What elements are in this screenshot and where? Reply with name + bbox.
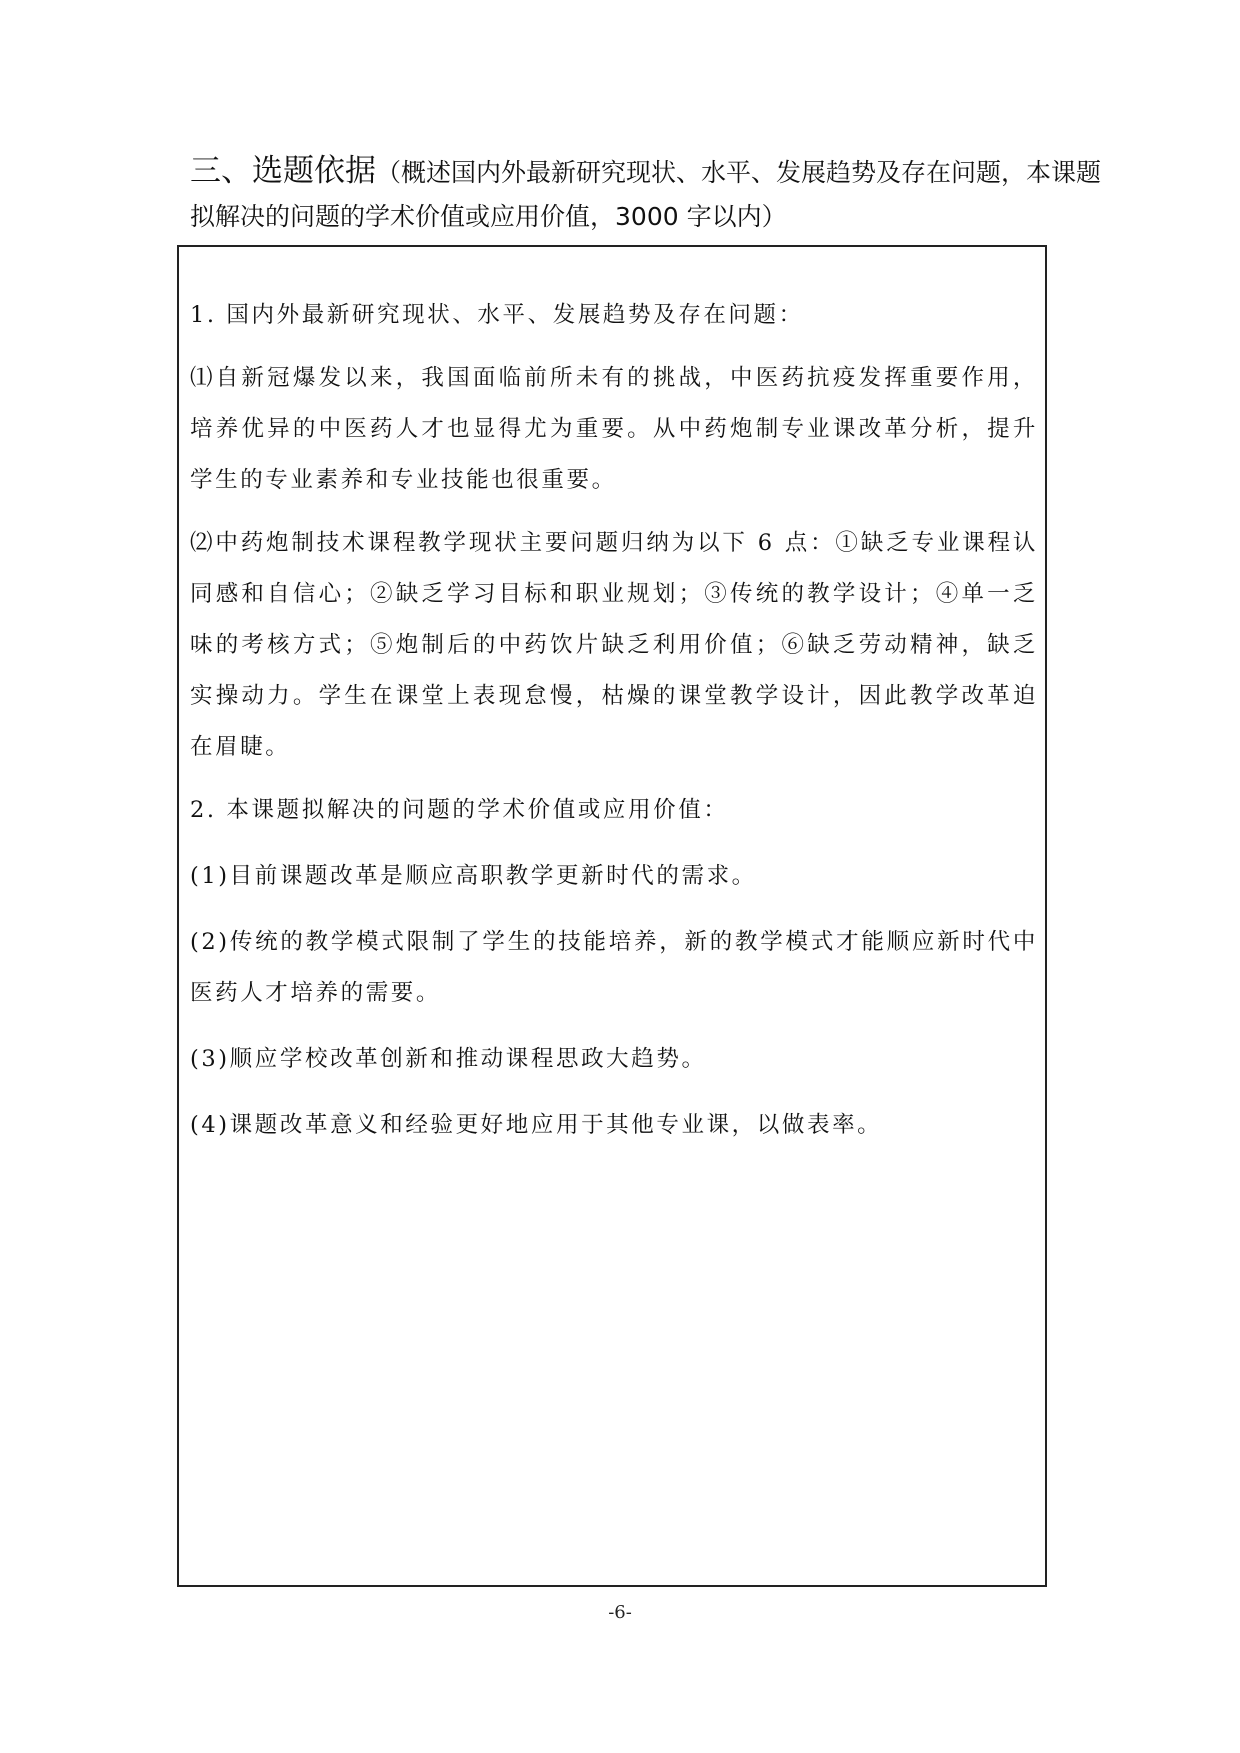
paragraph-covid-background: ⑴自新冠爆发以来，我国面临前所未有的挑战，中医药抗疫发挥重要作用，培养优异的中医药人才也显得尤为重要。从中药炮制专业课改革分析，提升学生的专业素养和专业技能也很重要。 <box>190 365 1038 493</box>
paragraph-value-2: (2)传统的教学模式限制了学生的技能培养，新的教学模式才能顺应新时代中医药人才培养的需要。 <box>190 929 1038 1006</box>
paragraph-value-4: (4)课题改革意义和经验更好地应用于其他专业课，以做表率。 <box>190 1112 883 1138</box>
content-body <box>190 290 1038 1151</box>
section-note: （概述国内外最新研究现状、水平、发展趋势及存在问题，本课题拟解决的问题的学术价值或应用价值，3000 字以内） <box>190 158 1102 231</box>
page-number: -6- <box>608 1602 632 1623</box>
paragraph-teaching-problems: ⑵中药炮制技术课程教学现状主要问题归纳为以下 6 点：①缺乏专业课程认同感和自信心；②缺乏学习目标和职业规划；③传统的教学设计；④单一乏味的考核方式；⑤炮制后的中药饮片缺乏利用价值；⑥缺乏劳动精神，缺乏实操动力。学生在课堂上表现怠慢，枯燥的课堂教学设计，因此教学改革迫在眉睫。 <box>190 530 1038 760</box>
paragraph-research-status-heading: 1. 国内外最新研究现状、水平、发展趋势及存在问题： <box>190 302 804 328</box>
section-title: 三、选题依据 <box>190 153 376 189</box>
paragraph-value-3: (3)顺应学校改革创新和推动课程思政大趋势。 <box>190 1046 707 1072</box>
section-heading <box>190 150 1110 239</box>
paragraph-value-1: (1)目前课题改革是顺应高职教学更新时代的需求。 <box>190 863 757 889</box>
paragraph-value-heading: 2. 本课题拟解决的问题的学术价值或应用价值： <box>190 797 729 823</box>
